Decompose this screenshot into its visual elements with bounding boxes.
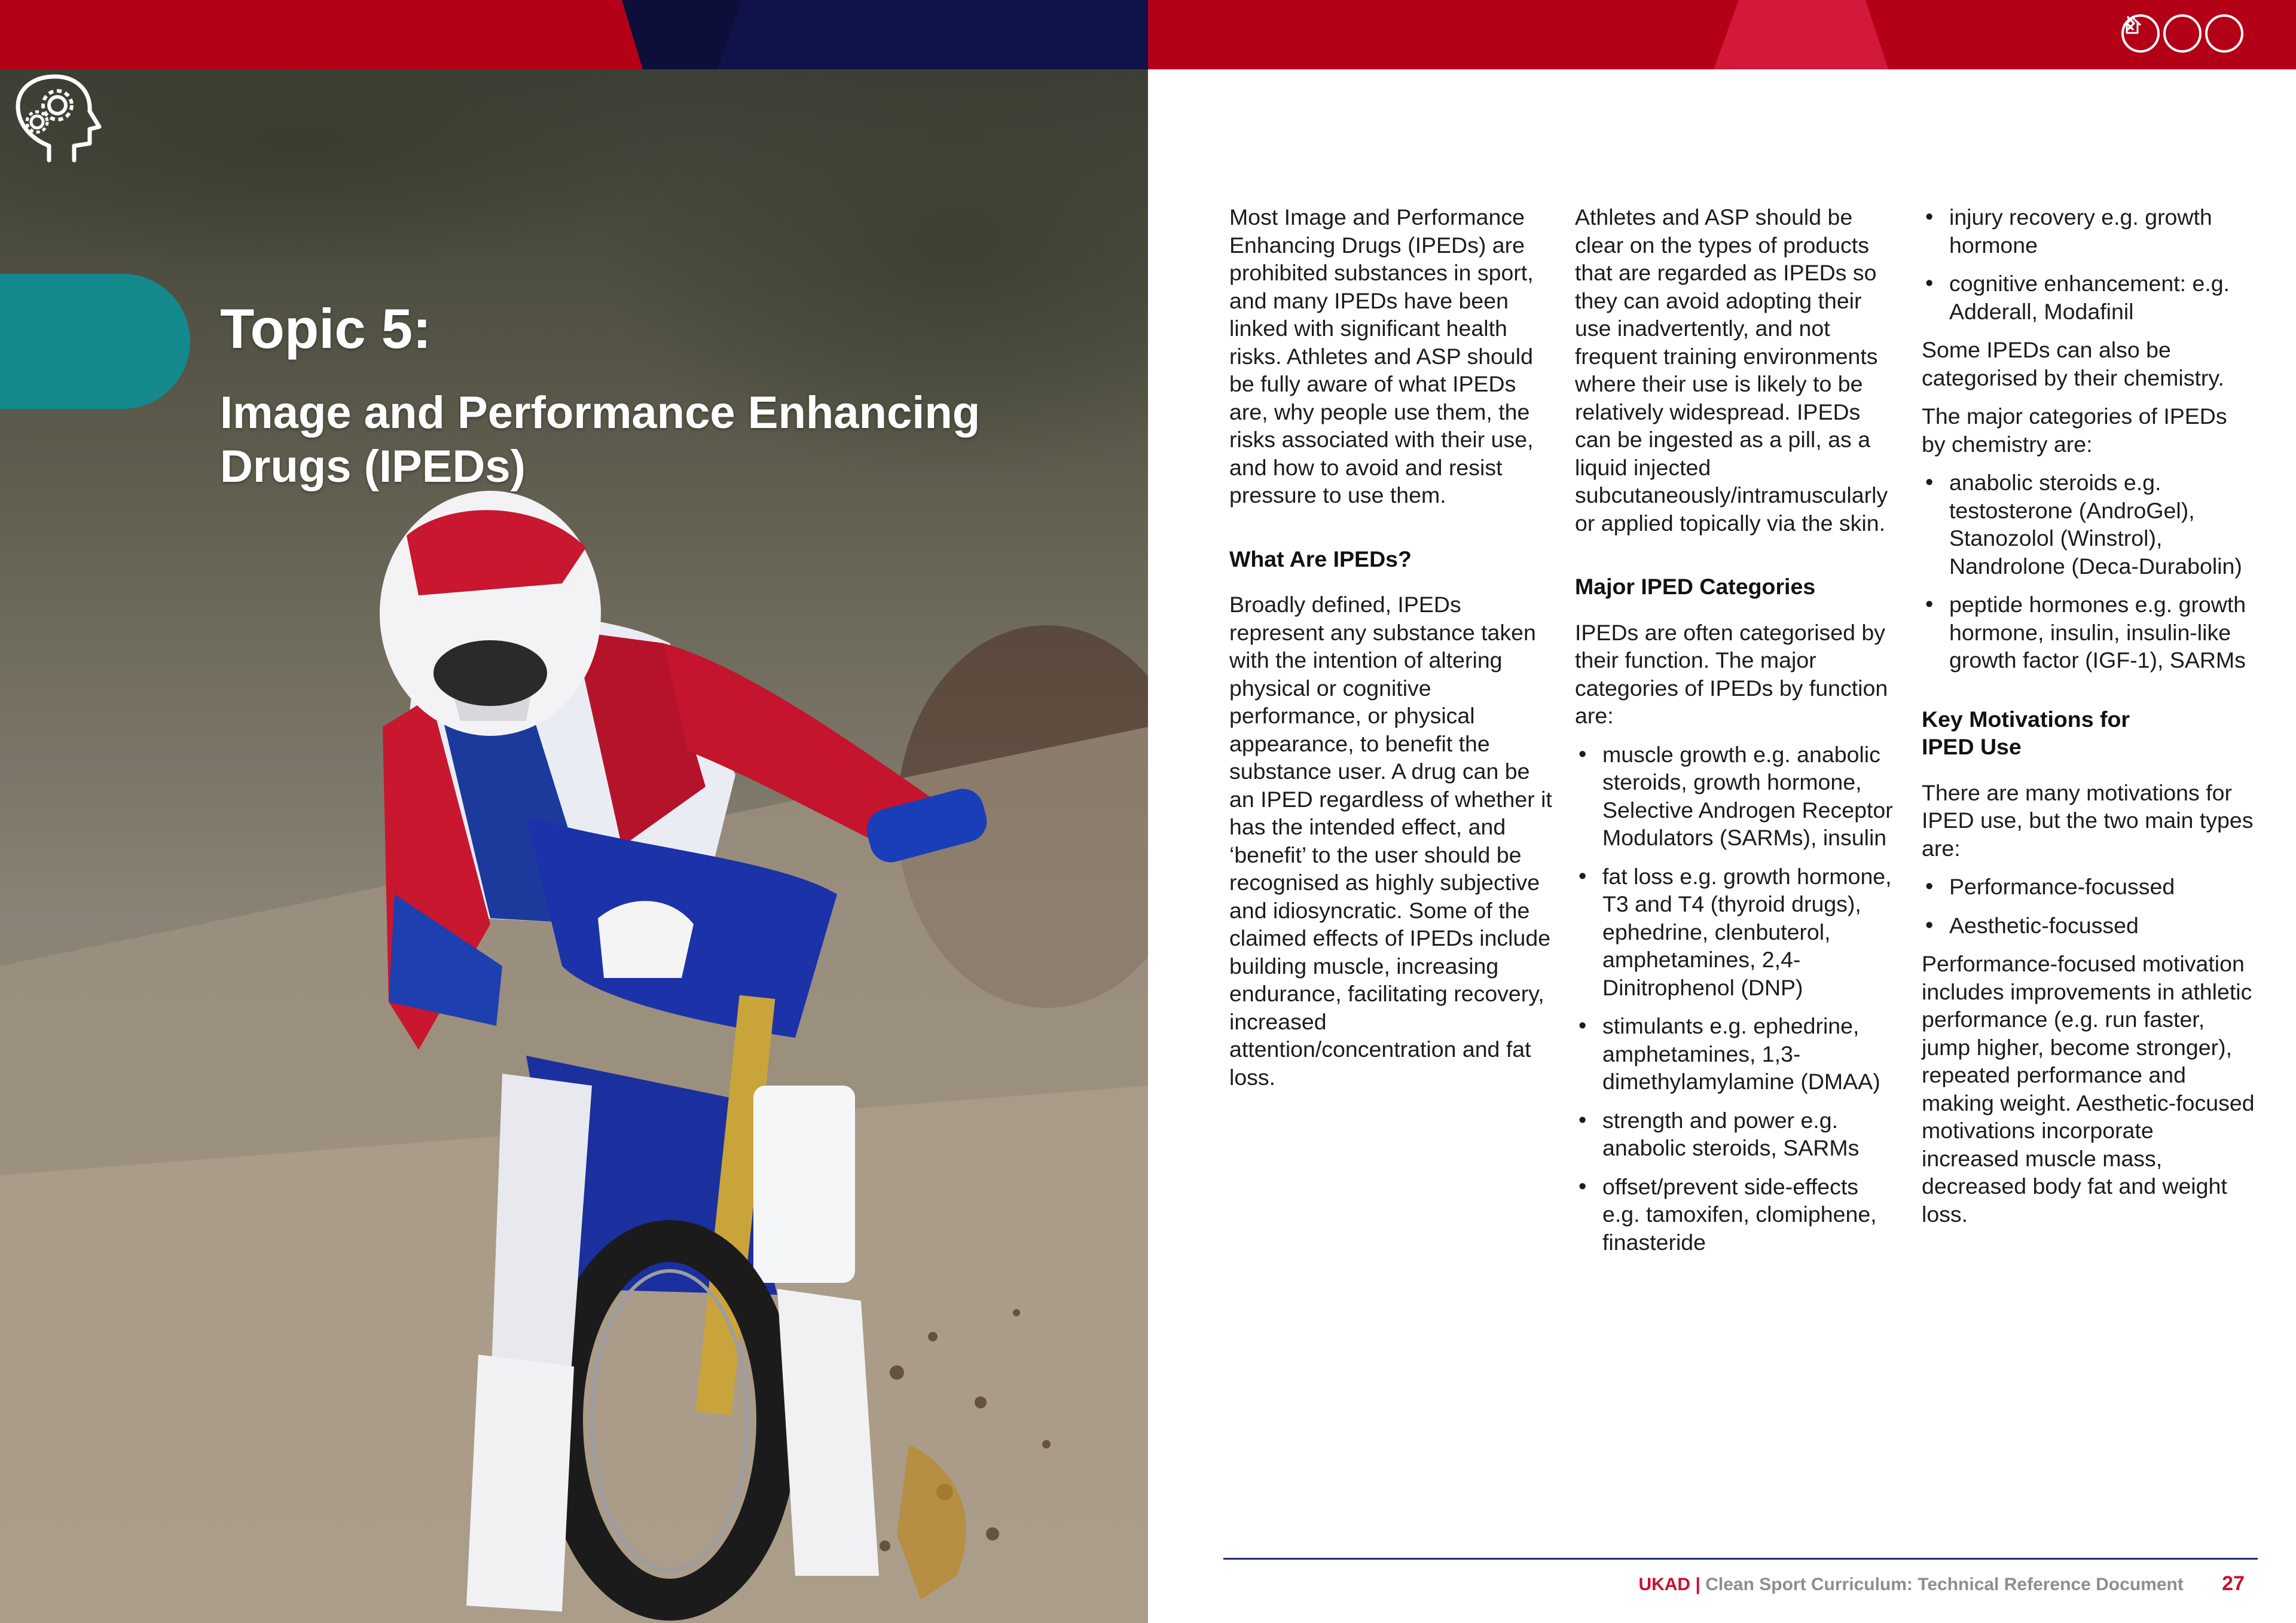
header-bar (0, 0, 2296, 69)
page-navigation (2121, 14, 2243, 53)
head-with-gears-icon (0, 69, 108, 171)
definition-paragraph: Broadly defined, IPEDs represent any substance taken with the intention of altering physical or cognitive performance, or physical appearance, to benefit the substance user. A drug can be an IPED regardless of whether it has the intended effect, and ‘benefit’ to the user should be recognised as highly subjective and idiosyncratic. Some of the claimed effects of IPEDs include building muscle, increasing endurance, facilitating recovery, increased attention/concentration and fat loss. (1229, 592, 1552, 1090)
text-column-3 (1922, 203, 2257, 1239)
list-item: • Performance-focussed (1922, 873, 2257, 901)
topic-title: Image and Performance Enhancing Drugs (IPEDs) (220, 387, 981, 492)
home-button[interactable] (2163, 14, 2202, 53)
footer-separator: | (1695, 1575, 1700, 1594)
motivations-detail-paragraph: Performance-focused motivation includes improvements in athletic performance (e.g. run faster, jump higher, become stronger), repeated performance and making weight. Aesthetic-focused motivations incorporate increased muscle mass, decreased body fat and weight loss. (1922, 951, 2255, 1227)
section-heading-what-are-ipeds: What Are IPEDs? (1229, 546, 1412, 571)
list-item: • anabolic steroids e.g. testosterone (AndroGel), Stanozolol (Winstrol), Nandrolone (Deca-Durabolin) (1922, 469, 2257, 580)
motivations-intro-paragraph: There are many motivations for IPED use, but the two main types are: (1922, 780, 2254, 861)
chemistry-intro-paragraph: The major categories of IPEDs by chemistry are: (1922, 404, 2227, 457)
text-column-2 (1575, 203, 1898, 1267)
section-heading-key-motivations: Key Motivations for IPED Use (1922, 706, 2130, 759)
footer-brand: UKAD (1638, 1575, 1691, 1594)
chemistry-paragraph: Some IPEDs can also be categorised by their chemistry. (1922, 337, 2224, 390)
chemistry-categories-list (1922, 469, 2257, 674)
page-footer (1638, 1572, 2245, 1596)
text-column-1 (1229, 203, 1552, 1102)
footer-divider (1223, 1558, 2258, 1560)
list-item: • injury recovery e.g. growth hormone (1922, 203, 2257, 259)
function-categories-list (1575, 741, 1898, 1257)
section-heading-major-categories: Major IPED Categories (1575, 574, 1816, 599)
motivation-types-list (1922, 873, 2257, 939)
list-item: • strength and power e.g. anabolic steroids, SARMs (1575, 1107, 1898, 1162)
function-categories-list-continued (1922, 203, 2257, 325)
topic-tab (0, 274, 190, 409)
hero-photo (0, 69, 1148, 1623)
intro-paragraph: Most Image and Performance Enhancing Drugs (IPEDs) are prohibited substances in sport, and many IPEDs have been linked with significant health risks. Athletes and ASP should be fully aware of what IPEDs are, why people use them, the risks associated with their use, and how to avoid and resist pressure to use them. (1229, 204, 1534, 508)
footer-document-title: Clean Sport Curriculum: Technical Reference Document (1705, 1575, 2184, 1594)
awareness-paragraph: Athletes and ASP should be clear on the types of products that are regarded as IPEDs so they can avoid adopting their use inadvertently, and not frequent training environments where their use is likely to be relatively widespread. IPEDs can be ingested as a pill, as a liquid injected subcutaneously/intramuscularly or applied topically via the skin. (1575, 204, 1888, 536)
list-item: • Aesthetic-focussed (1922, 912, 2257, 940)
list-item: • muscle growth e.g. anabolic steroids, growth hormone, Selective Androgen Receptor Modulators (SARMs), insulin (1575, 741, 1898, 852)
list-item: • stimulants e.g. ephedrine, amphetamines, 1,3-dimethylamylamine (DMAA) (1575, 1012, 1898, 1096)
categories-intro-paragraph: IPEDs are often categorised by their function. The major categories of IPEDs by function are: (1575, 619, 1888, 728)
header-graphic (0, 0, 2296, 69)
topic-number-heading: Topic 5: (220, 297, 432, 360)
chevron-right-icon (2121, 14, 2139, 32)
page-number: 27 (2222, 1572, 2245, 1595)
list-item: • cognitive enhancement: e.g. Adderall, Modafinil (1922, 270, 2257, 325)
list-item: • offset/prevent side-effects e.g. tamoxifen, clomiphene, finasteride (1575, 1173, 1898, 1257)
list-item: • peptide hormones e.g. growth hormone, insulin, insulin-like growth factor (IGF-1), SARMs (1922, 591, 2257, 674)
list-item: • fat loss e.g. growth hormone, T3 and T4 (thyroid drugs), ephedrine, clenbuterol, amphetamines, 2,4-Dinitrophenol (DNP) (1575, 863, 1898, 1002)
next-page-button[interactable] (2205, 14, 2243, 53)
